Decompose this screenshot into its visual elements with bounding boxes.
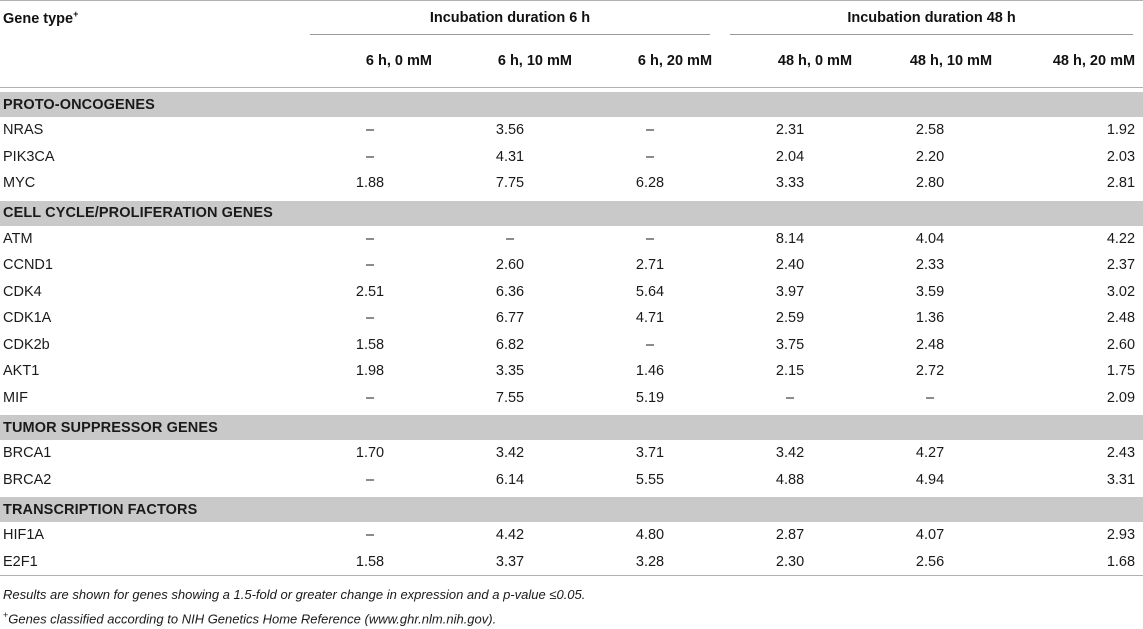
- table-row: [0, 305, 1143, 332]
- gene-name-cell: BRCA2: [3, 471, 52, 488]
- value-cell: 2.58: [915, 122, 945, 139]
- value-cell: 2.31: [775, 122, 805, 139]
- value-cell: 4.80: [635, 527, 665, 544]
- value-cell: –: [505, 230, 515, 247]
- value-cell: –: [645, 122, 655, 139]
- gene-name-cell: CDK4: [3, 283, 42, 300]
- gene-name-cell: AKT1: [3, 363, 40, 380]
- column-header: 6 h, 10 mM: [440, 35, 580, 88]
- table-row: [0, 358, 1143, 385]
- value-cell: 2.72: [915, 363, 945, 380]
- value-cell: 4.27: [915, 445, 945, 462]
- value-cell: –: [925, 389, 935, 406]
- column-header: 6 h, 0 mM: [300, 35, 440, 88]
- value-cell: –: [365, 122, 375, 139]
- table-row: [0, 522, 1143, 549]
- gene-name-cell: HIF1A: [3, 527, 45, 544]
- gene-type-header: [0, 1, 300, 36]
- value-cell: 2.43: [1106, 445, 1136, 462]
- value-cell: 6.36: [495, 283, 525, 300]
- section-header-row: [0, 201, 1143, 226]
- footnote-classification: [3, 605, 1143, 629]
- column-header: 48 h, 0 mM: [720, 35, 860, 88]
- value-cell: 1.58: [300, 549, 440, 576]
- column-header: 6 h, 20 mM: [580, 35, 720, 88]
- value-cell: 2.48: [915, 336, 945, 353]
- value-cell: –: [645, 230, 655, 247]
- value-cell: 2.51: [355, 283, 385, 300]
- group-6h-rule: [310, 34, 710, 35]
- value-cell: 2.87: [775, 527, 805, 544]
- value-cell: 4.31: [495, 148, 525, 165]
- value-cell: 3.28: [580, 549, 720, 576]
- gene-name-cell: BRCA1: [3, 445, 52, 462]
- table-row: [0, 117, 1143, 144]
- value-cell: –: [365, 148, 375, 165]
- gene-name-cell: ATM: [3, 230, 33, 247]
- value-cell: 4.42: [495, 527, 525, 544]
- value-cell: 3.42: [775, 445, 805, 462]
- value-cell: 1.70: [355, 445, 385, 462]
- table-row: [0, 144, 1143, 171]
- value-cell: 2.04: [775, 148, 805, 165]
- value-cell: –: [645, 148, 655, 165]
- value-cell: 3.37: [440, 549, 580, 576]
- gene-name-cell: MIF: [3, 389, 28, 406]
- value-cell: 5.55: [635, 471, 665, 488]
- value-cell: 2.37: [1106, 257, 1136, 274]
- section-title: PROTO-ONCOGENES: [0, 92, 1143, 117]
- footnote-classification-text: Genes classified according to NIH Genetics Home Reference (www.ghr.nlm.nih.gov).: [8, 611, 497, 627]
- section-header-row: [0, 415, 1143, 440]
- section-title: CELL CYCLE/PROLIFERATION GENES: [0, 201, 1143, 226]
- value-cell: 5.64: [635, 283, 665, 300]
- table-row: [0, 385, 1143, 412]
- value-cell: 3.56: [495, 122, 525, 139]
- value-cell: –: [785, 389, 795, 406]
- value-cell: 2.03: [1106, 148, 1136, 165]
- value-cell: 1.92: [1106, 122, 1136, 139]
- value-cell: 1.46: [635, 363, 665, 380]
- value-cell: 4.94: [915, 471, 945, 488]
- value-cell: 1.98: [355, 363, 385, 380]
- gene-name-cell: PIK3CA: [3, 148, 55, 165]
- value-cell: –: [365, 310, 375, 327]
- gene-name-cell: MYC: [3, 175, 36, 192]
- gene-type-label: Gene type: [3, 10, 74, 27]
- table-row: [0, 252, 1143, 279]
- value-cell: 3.59: [915, 283, 945, 300]
- value-cell: 1.88: [355, 175, 385, 192]
- value-cell: 3.75: [775, 336, 805, 353]
- group-6h-label: Incubation duration 6 h: [429, 10, 591, 26]
- value-cell: –: [365, 389, 375, 406]
- value-cell: 3.31: [1106, 471, 1136, 488]
- value-cell: 4.22: [1106, 230, 1136, 247]
- value-cell: 3.02: [1106, 283, 1136, 300]
- table-row: [0, 170, 1143, 197]
- table-row: [0, 440, 1143, 467]
- value-cell: –: [365, 527, 375, 544]
- value-cell: –: [365, 471, 375, 488]
- table-row: [0, 549, 1143, 576]
- value-cell: 1.36: [915, 310, 945, 327]
- column-header-blank: [0, 35, 300, 88]
- footnote-significance: Results are shown for genes showing a 1.5-fold or greater change in expression and a p-value ≤0.05.: [3, 587, 586, 602]
- footnotes: [0, 585, 1143, 629]
- value-cell: 2.59: [775, 310, 805, 327]
- value-cell: 4.04: [915, 230, 945, 247]
- table-row: [0, 226, 1143, 253]
- table-body: [0, 88, 1143, 576]
- column-header: 48 h, 10 mM: [860, 35, 1000, 88]
- group-48h-rule: [730, 34, 1133, 35]
- header-row-groups: [0, 1, 1143, 36]
- value-cell: 3.71: [635, 445, 665, 462]
- gene-name-cell: CDK2b: [3, 336, 50, 353]
- gene-type-sup: +: [73, 9, 79, 20]
- value-cell: 3.35: [495, 363, 525, 380]
- value-cell: 2.09: [1106, 389, 1136, 406]
- value-cell: 3.42: [495, 445, 525, 462]
- value-cell: 2.60: [495, 257, 525, 274]
- value-cell: 2.30: [720, 549, 860, 576]
- section-title: TRANSCRIPTION FACTORS: [0, 497, 1143, 522]
- value-cell: 6.14: [495, 471, 525, 488]
- value-cell: 2.80: [915, 175, 945, 192]
- value-cell: 4.07: [915, 527, 945, 544]
- value-cell: 2.60: [1106, 336, 1136, 353]
- value-cell: 2.40: [775, 257, 805, 274]
- value-cell: 8.14: [775, 230, 805, 247]
- value-cell: 1.58: [355, 336, 385, 353]
- footnote-sup: +: [3, 610, 9, 620]
- value-cell: 2.15: [775, 363, 805, 380]
- value-cell: –: [365, 257, 375, 274]
- header-row-columns: [0, 35, 1143, 88]
- value-cell: –: [365, 230, 375, 247]
- value-cell: 2.93: [1106, 527, 1136, 544]
- group-header-6h: [300, 1, 720, 36]
- group-header-48h: [720, 1, 1143, 36]
- gene-name-cell: NRAS: [3, 122, 44, 139]
- value-cell: 2.81: [1106, 175, 1136, 192]
- gene-name-cell: CDK1A: [3, 310, 52, 327]
- value-cell: 5.19: [635, 389, 665, 406]
- section-header-row: [0, 92, 1143, 117]
- gene-name-cell: E2F1: [0, 549, 300, 576]
- table-row: [0, 279, 1143, 306]
- value-cell: 6.77: [495, 310, 525, 327]
- value-cell: 1.68: [1000, 549, 1143, 576]
- value-cell: 2.48: [1106, 310, 1136, 327]
- table-row: [0, 467, 1143, 494]
- value-cell: 2.71: [635, 257, 665, 274]
- table-row: [0, 332, 1143, 359]
- value-cell: 2.33: [915, 257, 945, 274]
- gene-name-cell: CCND1: [3, 257, 53, 274]
- value-cell: 2.20: [915, 148, 945, 165]
- value-cell: 3.33: [775, 175, 805, 192]
- value-cell: –: [645, 336, 655, 353]
- value-cell: 1.75: [1106, 363, 1136, 380]
- value-cell: 6.28: [635, 175, 665, 192]
- value-cell: 7.75: [495, 175, 525, 192]
- section-title: TUMOR SUPPRESSOR GENES: [0, 415, 1143, 440]
- section-header-row: [0, 497, 1143, 522]
- value-cell: 7.55: [495, 389, 525, 406]
- value-cell: 6.82: [495, 336, 525, 353]
- column-header: 48 h, 20 mM: [1000, 35, 1143, 88]
- group-48h-label: Incubation duration 48 h: [847, 10, 1016, 26]
- value-cell: 2.56: [860, 549, 1000, 576]
- value-cell: 4.71: [635, 310, 665, 327]
- value-cell: 4.88: [775, 471, 805, 488]
- value-cell: 3.97: [775, 283, 805, 300]
